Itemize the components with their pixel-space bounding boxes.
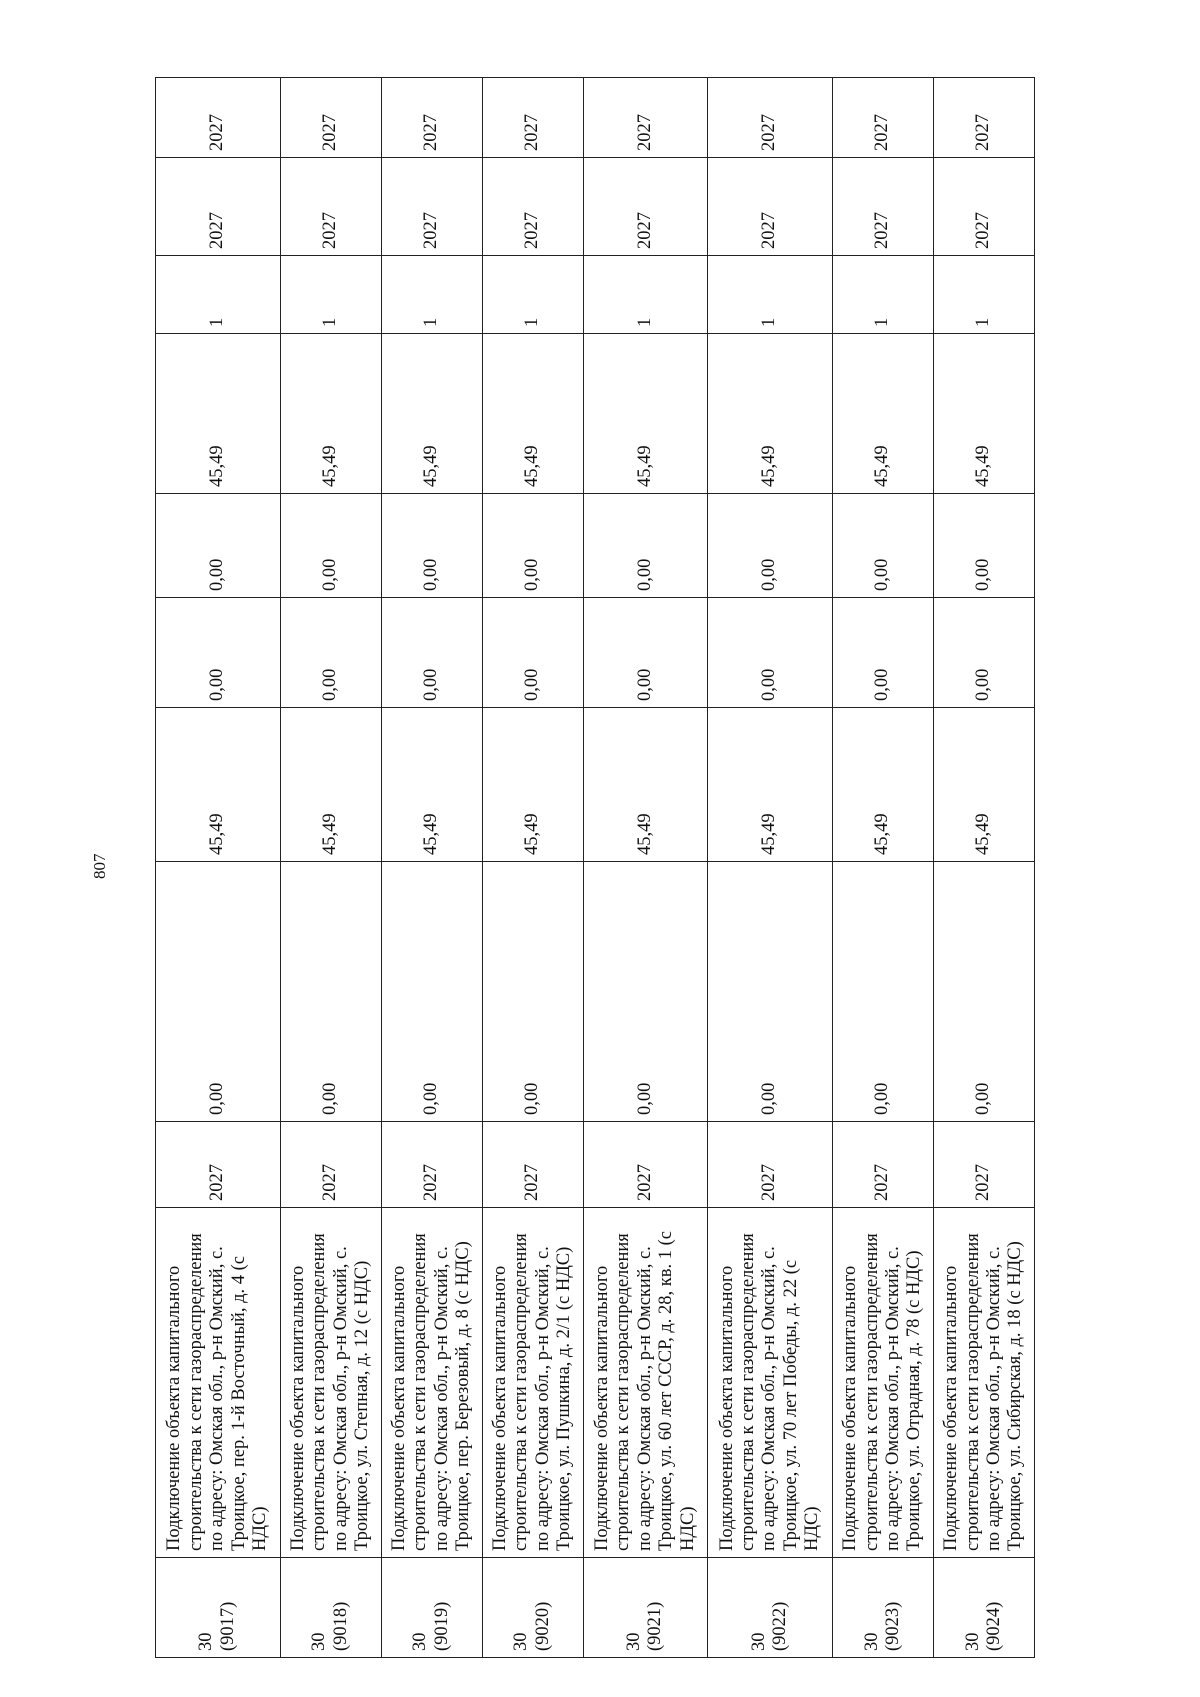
investment-table <box>155 77 1035 1658</box>
value-a-cell: 0,00 <box>482 862 583 1122</box>
row-code: (9022) <box>770 1601 791 1651</box>
value-e-cell: 45,49 <box>583 334 708 494</box>
table-row <box>381 78 482 1658</box>
row-id-cell <box>833 1558 934 1658</box>
year-b-cell: 2027 <box>933 78 1034 158</box>
value-a-cell: 0,00 <box>280 862 381 1122</box>
value-c-cell: 0,00 <box>708 598 833 708</box>
year-b-cell: 2027 <box>833 78 934 158</box>
table-row <box>708 78 833 1658</box>
start-year-cell: 2027 <box>156 1122 281 1208</box>
start-year-cell: 2027 <box>833 1122 934 1208</box>
count-cell: 1 <box>482 256 583 334</box>
row-id-cell <box>933 1558 1034 1658</box>
start-year-cell: 2027 <box>381 1122 482 1208</box>
table-row <box>583 78 708 1658</box>
start-year-cell: 2027 <box>583 1122 708 1208</box>
start-year-cell: 2027 <box>933 1122 1034 1208</box>
table-row <box>933 78 1034 1658</box>
value-a-cell: 0,00 <box>583 862 708 1122</box>
value-a-cell: 0,00 <box>933 862 1034 1122</box>
count-cell: 1 <box>708 256 833 334</box>
value-b-cell: 45,49 <box>583 708 708 862</box>
row-id-cell <box>583 1558 708 1658</box>
value-a-cell: 0,00 <box>833 862 934 1122</box>
value-c-cell: 0,00 <box>933 598 1034 708</box>
year-b-cell: 2027 <box>708 78 833 158</box>
value-d-cell: 0,00 <box>156 494 281 598</box>
value-c-cell: 0,00 <box>482 598 583 708</box>
value-c-cell: 0,00 <box>583 598 708 708</box>
object-description-cell: Подключение объекта капитального строительства к сети газораспределения по адресу: Омская обл., р-н Омский, с. Троицкое, ул. Сибирская, д. 18 (с НДС) <box>933 1208 1034 1558</box>
row-group-number: 30 <box>962 1632 983 1651</box>
row-id-cell <box>381 1558 482 1658</box>
row-id-cell <box>156 1558 281 1658</box>
count-cell: 1 <box>833 256 934 334</box>
year-b-cell: 2027 <box>482 78 583 158</box>
count-cell: 1 <box>156 256 281 334</box>
value-a-cell: 0,00 <box>381 862 482 1122</box>
value-d-cell: 0,00 <box>280 494 381 598</box>
row-code: (9021) <box>645 1601 666 1651</box>
year-b-cell: 2027 <box>156 78 281 158</box>
value-c-cell: 0,00 <box>833 598 934 708</box>
year-b-cell: 2027 <box>280 78 381 158</box>
object-description-cell: Подключение объекта капитального строительства к сети газораспределения по адресу: Омская обл., р-н Омский, с. Троицкое, ул. Степная, д. 12 (с НДС) <box>280 1208 381 1558</box>
value-b-cell: 45,49 <box>708 708 833 862</box>
count-cell: 1 <box>583 256 708 334</box>
row-group-number: 30 <box>861 1632 882 1651</box>
year-a-cell: 2027 <box>583 158 708 256</box>
year-a-cell: 2027 <box>482 158 583 256</box>
value-d-cell: 0,00 <box>708 494 833 598</box>
count-cell: 1 <box>280 256 381 334</box>
value-e-cell: 45,49 <box>381 334 482 494</box>
row-group-number: 30 <box>748 1632 769 1651</box>
value-d-cell: 0,00 <box>381 494 482 598</box>
row-code: (9017) <box>217 1601 238 1651</box>
count-cell: 1 <box>933 256 1034 334</box>
object-description-cell: Подключение объекта капитального строительства к сети газораспределения по адресу: Омская обл., р-н Омский, с. Троицкое, пер. 1-й Восточный, д. 4 (с НДС) <box>156 1208 281 1558</box>
object-description-cell: Подключение объекта капитального строительства к сети газораспределения по адресу: Омская обл., р-н Омский, с. Троицкое, ул. Отрадная, д. 78 (с НДС) <box>833 1208 934 1558</box>
table-row <box>156 78 281 1658</box>
row-code: (9023) <box>883 1601 904 1651</box>
row-id-cell <box>708 1558 833 1658</box>
row-code: (9024) <box>983 1601 1004 1651</box>
value-b-cell: 45,49 <box>933 708 1034 862</box>
object-description-cell: Подключение объекта капитального строительства к сети газораспределения по адресу: Омская обл., р-н Омский, с. Троицкое, пер. Березовый, д. 8 (с НДС) <box>381 1208 482 1558</box>
year-a-cell: 2027 <box>933 158 1034 256</box>
year-b-cell: 2027 <box>381 78 482 158</box>
value-b-cell: 45,49 <box>280 708 381 862</box>
row-code: (9019) <box>431 1601 452 1651</box>
year-b-cell: 2027 <box>583 78 708 158</box>
year-a-cell: 2027 <box>280 158 381 256</box>
start-year-cell: 2027 <box>708 1122 833 1208</box>
row-group-number: 30 <box>196 1632 217 1651</box>
object-description-cell: Подключение объекта капитального строительства к сети газораспределения по адресу: Омская обл., р-н Омский, с. Троицкое, ул. Пушкина, д. 2/1 (с НДС) <box>482 1208 583 1558</box>
value-b-cell: 45,49 <box>381 708 482 862</box>
table-row <box>833 78 934 1658</box>
value-e-cell: 45,49 <box>933 334 1034 494</box>
row-group-number: 30 <box>623 1632 644 1651</box>
row-code: (9020) <box>532 1601 553 1651</box>
value-e-cell: 45,49 <box>280 334 381 494</box>
value-d-cell: 0,00 <box>933 494 1034 598</box>
value-c-cell: 0,00 <box>381 598 482 708</box>
value-b-cell: 45,49 <box>156 708 281 862</box>
value-c-cell: 0,00 <box>280 598 381 708</box>
value-c-cell: 0,00 <box>156 598 281 708</box>
value-e-cell: 45,49 <box>482 334 583 494</box>
row-group-number: 30 <box>309 1632 330 1651</box>
value-a-cell: 0,00 <box>156 862 281 1122</box>
page-number: 807 <box>90 853 109 879</box>
year-a-cell: 2027 <box>708 158 833 256</box>
row-id-cell <box>482 1558 583 1658</box>
table-row <box>482 78 583 1658</box>
object-description-cell: Подключение объекта капитального строительства к сети газораспределения по адресу: Омская обл., р-н Омский, с. Троицкое, ул. 60 лет СССР, д. 28, кв. 1 (с НДС) <box>583 1208 708 1558</box>
table-body <box>156 78 1035 1658</box>
value-d-cell: 0,00 <box>583 494 708 598</box>
value-b-cell: 45,49 <box>833 708 934 862</box>
value-b-cell: 45,49 <box>482 708 583 862</box>
row-group-number: 30 <box>410 1632 431 1651</box>
value-d-cell: 0,00 <box>833 494 934 598</box>
year-a-cell: 2027 <box>156 158 281 256</box>
value-d-cell: 0,00 <box>482 494 583 598</box>
start-year-cell: 2027 <box>482 1122 583 1208</box>
table-frame <box>155 78 1035 1658</box>
value-a-cell: 0,00 <box>708 862 833 1122</box>
row-id-cell <box>280 1558 381 1658</box>
row-group-number: 30 <box>511 1632 532 1651</box>
start-year-cell: 2027 <box>280 1122 381 1208</box>
count-cell: 1 <box>381 256 482 334</box>
year-a-cell: 2027 <box>833 158 934 256</box>
value-e-cell: 45,49 <box>708 334 833 494</box>
row-code: (9018) <box>330 1601 351 1651</box>
table-row <box>280 78 381 1658</box>
value-e-cell: 45,49 <box>156 334 281 494</box>
object-description-cell: Подключение объекта капитального строительства к сети газораспределения по адресу: Омская обл., р-н Омский, с. Троицкое, ул. 70 лет Победы, д. 22 (с НДС) <box>708 1208 833 1558</box>
value-e-cell: 45,49 <box>833 334 934 494</box>
year-a-cell: 2027 <box>381 158 482 256</box>
